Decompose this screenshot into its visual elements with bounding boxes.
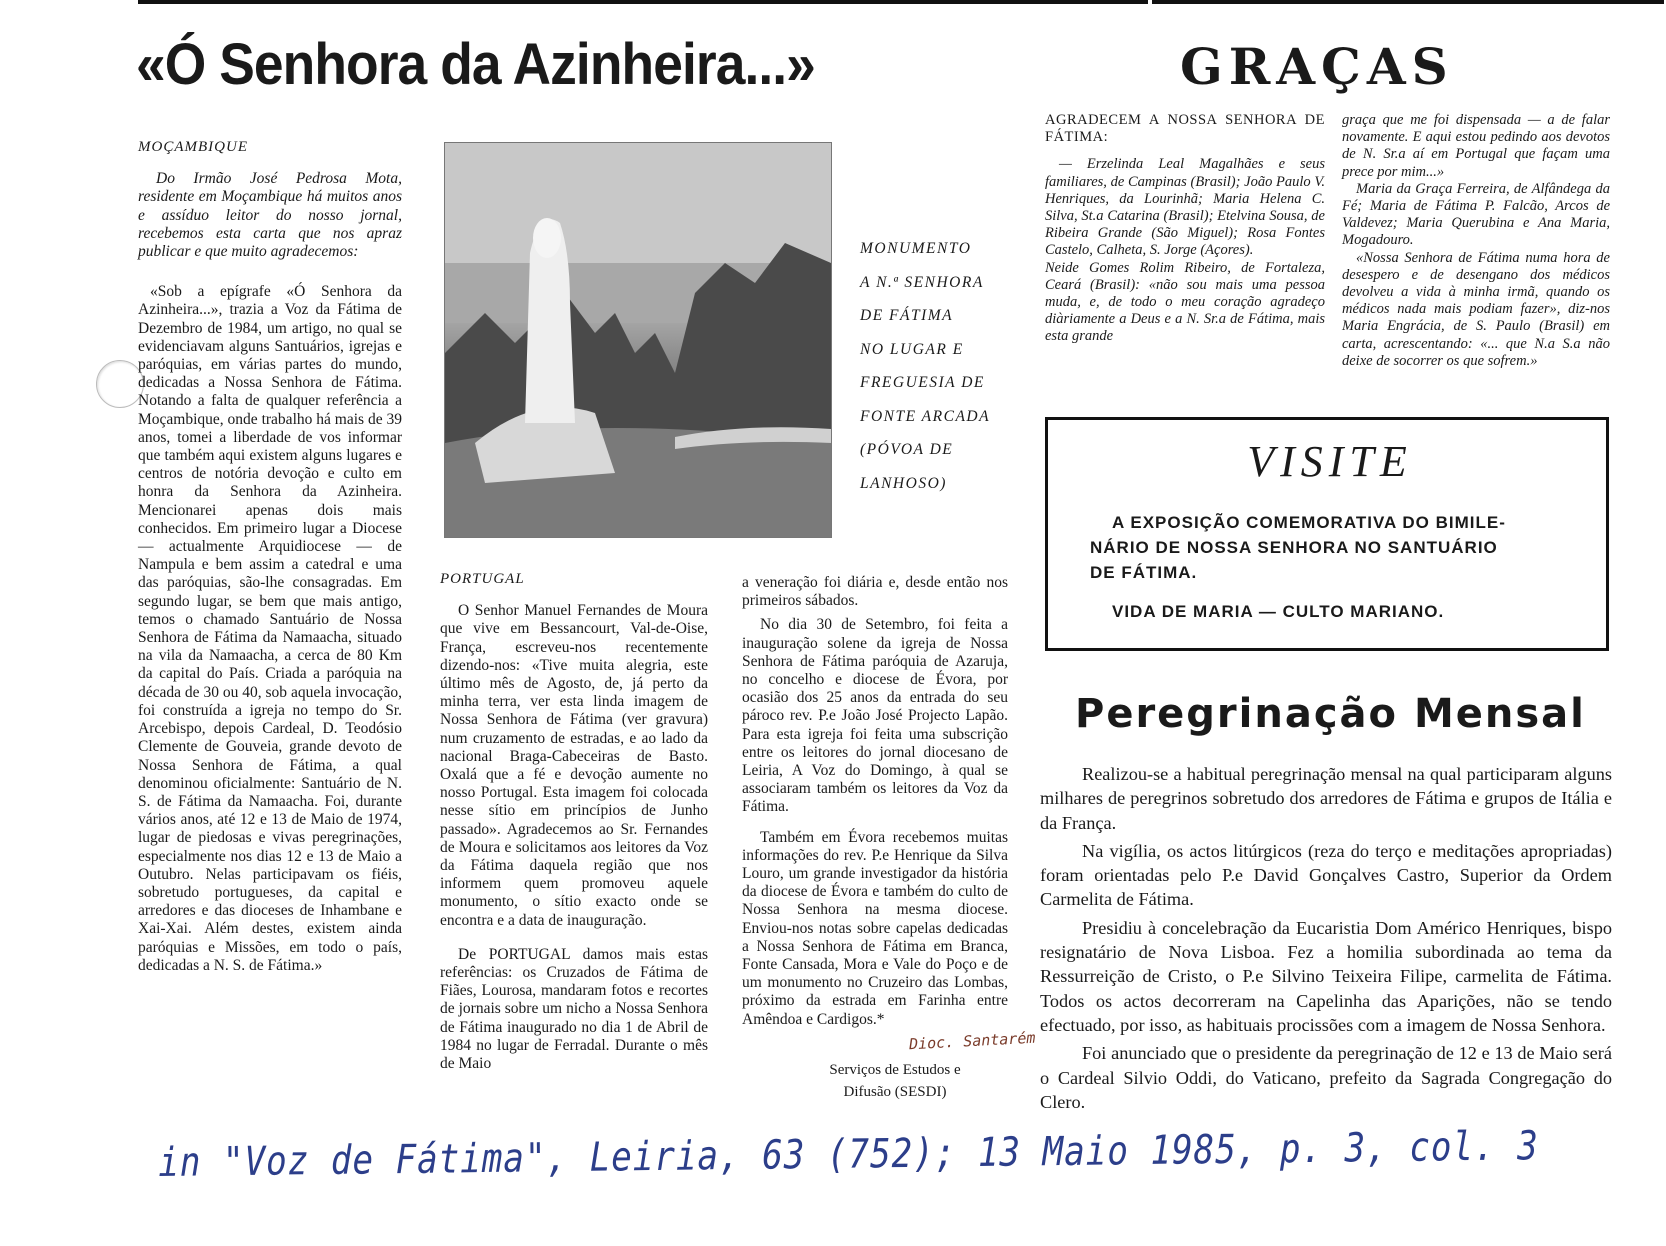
gracas-list-3: graça que me foi dispensada — a de falar novamente. E aqui estou pedindo aos devotos de N. Sr.a aí em Portugal que façam uma prece por mim...» [1342,112,1610,180]
peregrinacao-title: Peregrinação Mensal [1075,691,1586,737]
letter-body: «Sob a epígrafe «Ó Senhora da Azinheira...», trazia a Voz da Fátima de Dezembro de 1984, um artigo, no qual se evidenciavam alguns Santuários, igrejas e paróquias, em várias partes do mundo, dedicadas a Nossa Senhora de Fátima. Notando a falta de qualquer referência a Moçambique, onde trabalho há mais de 39 anos, tomei a liberdade de vos informar que também aqui existem alguns lugares e centros de notória devoção e culto em honra da Senhora da Azinheira. Mencionarei apenas dois mais conhecidos. Em primeiro lugar a Diocese — actualmente Arquidiocese — de Nampula e bem assim a catedral e uma das paróquias, são-lhe consagradas. Em segundo lugar, se bem que mais antigo, temos o chamado Santuário de Nossa Senhora de Fátima da Namaacha, situado na vila da Namaacha, a cerca de 80 Km da capital do País. Criada a paróquia na década de 30 ou 40, sob aquela invocação, foi construída a igreja no tempo do Sr. Arcebispo, depois Cardeal, D. Teodósio Clemente de Gouveia, grande devoto de Nossa Senhora de Fátima, a qual denominou oficialmente: Santuário de N. S. de Fátima da Namaacha. Foi, durante vários anos, até 12 e 13 de Maio de 1974, lugar de piedosas e vivas peregrinações, especialmente nos dias 12 e 13 de Maio a Outubro. Nelas participavam os fiéis, sobretudo portugueses, da capital e arredores e das dioceses de Inhambane e Xai-Xai. Além destes, existem ainda paróquias e Missões, em todo o país, dedicadas a N. S. de Fátima.» [138,283,402,974]
caption-line: A N.ª SENHORA [860,273,984,291]
evora-paragraph-2: No dia 30 de Setembro, foi feita a inauguração solene da igreja de Nossa Senhora de Fátima paróquia de Azaruja, no concelho e diocese de Évora, por ocasião dos 25 anos da entrada do seu pároco rev. P.e João José Projecto Lapão. Para esta igreja foi feita uma subscrição entre os leitores do jornal diocesano de Leiria, A Voz do Domingo, à qual se associaram também os leitores da Voz da Fátima. [742,616,1008,816]
handwritten-citation: in "Voz de Fátima", Leiria, 63 (752); 13 Maio 1985, p. 3, col. 3 [158,1123,1539,1186]
photo-caption [860,232,1010,500]
caption-line: FREGUESIA DE [860,374,985,391]
signature-line-1: Serviços de Estudos e [829,1061,961,1078]
gracas-heading: GRAÇAS [1180,37,1454,96]
visite-title: VISITE [1247,437,1413,486]
evora-paragraph-3: Também em Évora recebemos muitas informações do rev. P.e Henrique da Silva Louro, um grande investigador da história da diocese de Évora e também do culto de Nossa Senhora na mesma diocese. Enviou-nos notas sobre capelas dedicadas a Nossa Senhora de Fátima em Branca, Fonte Cansada, Mora e Vale do Poço e de um monumento no Cruzeiro das Lombas, próximo da estrada em Farinha entre Amêndoa e Cardigos.* [742,828,1008,1028]
caption-line: MONUMENTO [860,240,972,257]
intro-paragraph: Do Irmão José Pedrosa Mota, residente em Moçambique há muitos anos e assíduo leitor do nosso jornal, recebemos esta carta que nos apraz publicar e que muito agradecemos: [138,170,402,261]
top-rule [138,0,1664,4]
signature-block [742,1059,1008,1103]
gracas-column-a [1045,112,1325,346]
peregrinacao-paragraph-3: Presidiu à concelebração da Eucaristia Dom Américo Henriques, bispo resignatário de Nova Lisboa. Fez a homilia subordinada ao tema da Ressurreição de Cristo, o P.e Silvino Teixeira Filipe, carmelita de Fátima. Todos os actos decorreram na Capelinha das Aparições, não se tendo efectuado, por isso, as habituais procissões com a imagem de Nossa Senhora. [1040,917,1612,1035]
kicker-portugal: PORTUGAL [440,571,525,587]
peregrinacao-body [1040,762,1612,1114]
caption-line: DE FÁTIMA [860,307,954,324]
peregrinacao-paragraph-1: Realizou-se a habitual peregrinação mensal na qual participaram alguns milhares de peregrinos sobretudo dos arredores de Fátima e grupos de Itália e da França. [1040,764,1612,833]
caption-line: NO LUGAR E [860,340,964,358]
peregrinacao-paragraph-2: Na vigília, os actos litúrgicos (reza do terço e meditações apropriadas) foram orientadas pelo P.e David Gonçalves Castro, Superior da Ordem Carmelita de Fátima. [1040,840,1612,910]
column-mocambique [138,138,402,975]
portugal-paragraph-1: O Senhor Manuel Fernandes de Moura que vive em Bessancourt, Val-de-Oise, França, escreveu-nos recentemente dizendo-nos: «Tive muita alegria, este último mês de Agosto, de, já perto da minha terra, ver esta linda imagem de Nossa Senhora de Fátima (ver gravura) num cruzamento de estradas, e ao lado da nacional Braga-Cabeceiras de Basto. Oxalá que a fé e devoção aumente no nosso Portugal. Esta imagem foi colocada nesse sítio em princípios de Junho passado». Agradecemos ao Sr. Fernandes de Moura e solicitamos aos leitores da Voz da Fátima daquela região que nos informem quem promoveu aquele monumento, o sítio exacto onde se encontra e a data de inauguração. [440,602,708,929]
handwritten-note: Dioc. Santarém [908,1028,1036,1054]
monument-photo-graphic [445,143,831,537]
monument-photo [444,142,832,538]
article-title: «Ó Senhora da Azinheira...» [136,32,815,97]
caption-line: FONTE ARCADA [860,407,991,425]
visite-line-1: A EXPOSIÇÃO COMEMORATIVA DO BIMILE- [1112,513,1506,532]
kicker-mocambique: MOÇAMBIQUE [138,139,248,155]
punch-hole [96,360,144,408]
visite-line-2: NÁRIO DE NOSSA SENHORA NO SANTUÁRIO [1090,538,1498,557]
gracas-column-b [1342,112,1610,370]
visite-body [1090,510,1590,624]
caption-line: (PÓVOA DE [860,441,954,458]
evora-paragraph-1: a veneração foi diária e, desde então nos primeiros sábados. [742,574,1008,610]
caption-line: LANHOSO) [860,474,947,492]
gracas-list-1: — Erzelinda Leal Magalhães e seus familiares, de Campinas (Brasil); João Paulo V. Henriques, da Lourinhã; Maria Helena C. Silva, St.a Catarina (Brasil); Etelvina Sousa, de Ribeira Grande (São Miguel); Rosa Fontes Castelo, Calheta, S. Jorge (Açores). [1045,156,1325,259]
visite-line-4: VIDA DE MARIA — CULTO MARIANO. [1112,602,1445,621]
signature-line-2: Difusão (SESDI) [843,1083,947,1100]
visite-line-3: DE FÁTIMA. [1090,563,1198,582]
gracas-heading-text: AGRADECEM A NOSSA SENHORA DE FÁTIMA: [1045,112,1325,146]
gracas-list-4: Maria da Graça Ferreira, de Alfândega da Fé; Maria de Fátima P. Falcão, Arcos de Valdevez; Maria Querubina e Ana Maria, Mogadouro. [1342,180,1610,249]
portugal-paragraph-2: De PORTUGAL damos mais estas referências: os Cruzados de Fátima de Fiães, Lourosa, mandaram fotos e recortes de jornais sobre um nicho a Nossa Senhora de Fátima inaugurado no dia 1 de Abril de 1984 no lugar de Ferradal. Durante o mês de Maio [440,945,708,1073]
top-rule-gap [1148,0,1152,6]
peregrinacao-paragraph-4: Foi anunciado que o presidente da peregrinação de 12 e 13 de Maio será o Cardeal Silvio Oddi, do Vaticano, prefeito da Sagrada Congregação do Clero. [1040,1043,1612,1112]
column-portugal [440,570,708,1073]
gracas-list-2: Neide Gomes Rolim Ribeiro, de Fortaleza, Ceará (Brasil): «não sou mais uma pessoa muda, e, de todo o meu coração agradeço diàriamente a Deus e a N. Sr.a de Fátima, mais esta grande [1045,259,1325,345]
column-evora [742,574,1008,1103]
gracas-list-5: «Nossa Senhora de Fátima numa hora de desespero e de desengano dos médicos devolveu a vida à minha irmã, quando os médicos nada mais podiam fazer», diz-nos Maria Engrácia, de S. Paulo (Brasil) em carta, acrescentando: «... que N.a S.a não deixe de socorrer os que sofrem.» [1342,249,1610,369]
